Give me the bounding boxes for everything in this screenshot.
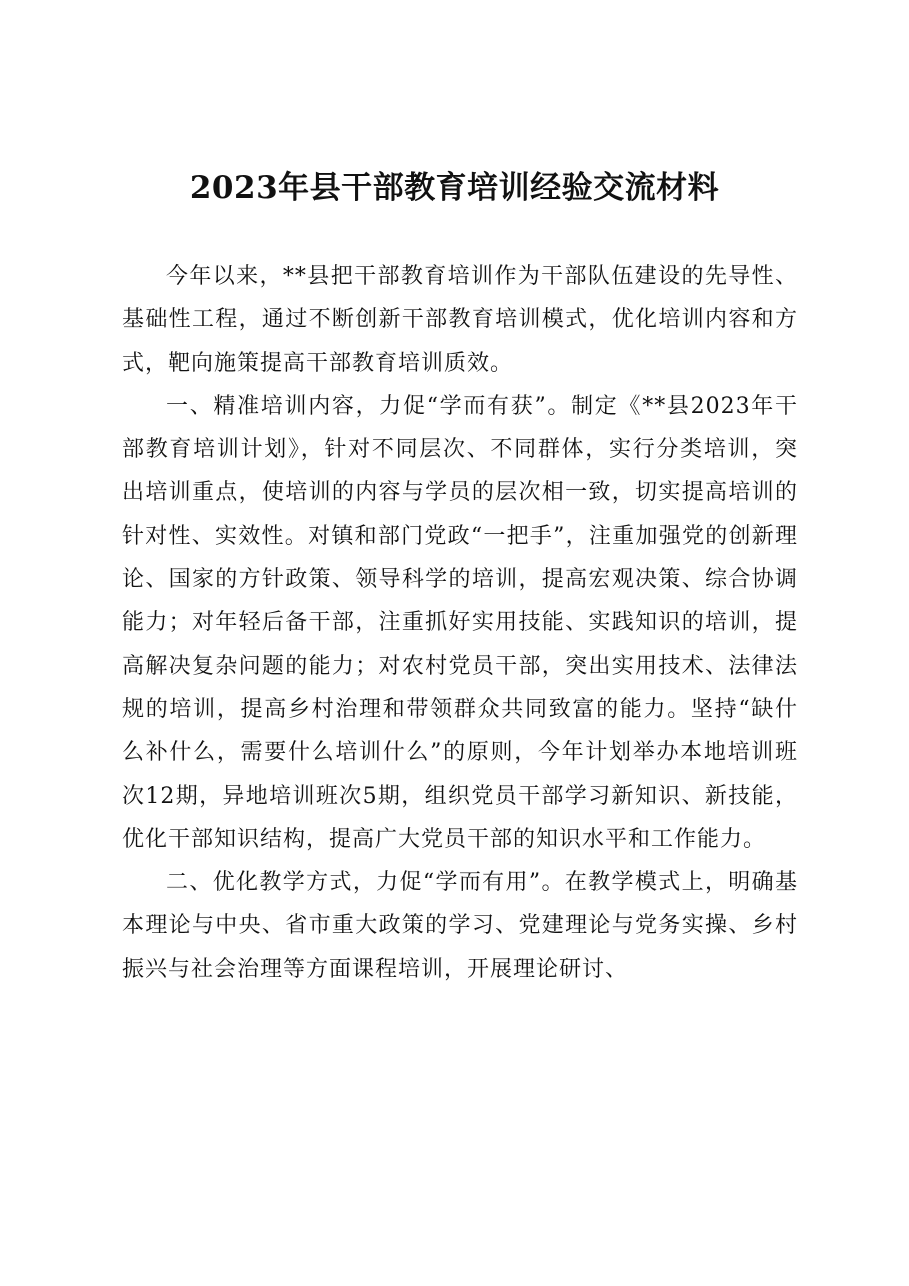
paragraph-section-two: 二、优化教学方式，力促“学而有用”。在教学模式上，明确基本理论与中央、省市重大政策的学习、党建理论与党务实操、乡村振兴与社会治理等方面课程培训，开展理论研讨、 — [122, 870, 798, 982]
document-body — [122, 255, 798, 991]
paragraph-section-one: 一、精准培训内容，力促“学而有获”。制定《**县2023年干部教育培训计划》，针对不同层次、不同群体，实行分类培训，突出培训重点，使培训的内容与学员的层次相一致，切实提高培训的针对性、实效性。对镇和部门党政“一把手”，注重加强党的创新理论、国家的方针政策、领导科学的培训，提高宏观决策、综合协调能力；对年轻后备干部，注重抓好实用技能、实践知识的培训，提高解决复杂问题的能力；对农村党员干部，突出实用技术、法律法规的培训，提高乡村治理和带领群众共同致富的能力。坚持“缺什么补什么，需要什么培训什么”的原则，今年计划举办本地培训班次12期，异地培训班次5期，组织党员干部学习新知识、新技能，优化干部知识结构，提高广大党员干部的知识水平和工作能力。 — [122, 393, 798, 852]
document-title: 2023年县干部教育培训经验交流材料 — [189, 170, 720, 206]
paragraph-intro: 今年以来，**县把干部教育培训作为干部队伍建设的先导性、基础性工程，通过不断创新干部教育培训模式，优化培训内容和方式，靶向施策提高干部教育培训质效。 — [122, 264, 798, 376]
